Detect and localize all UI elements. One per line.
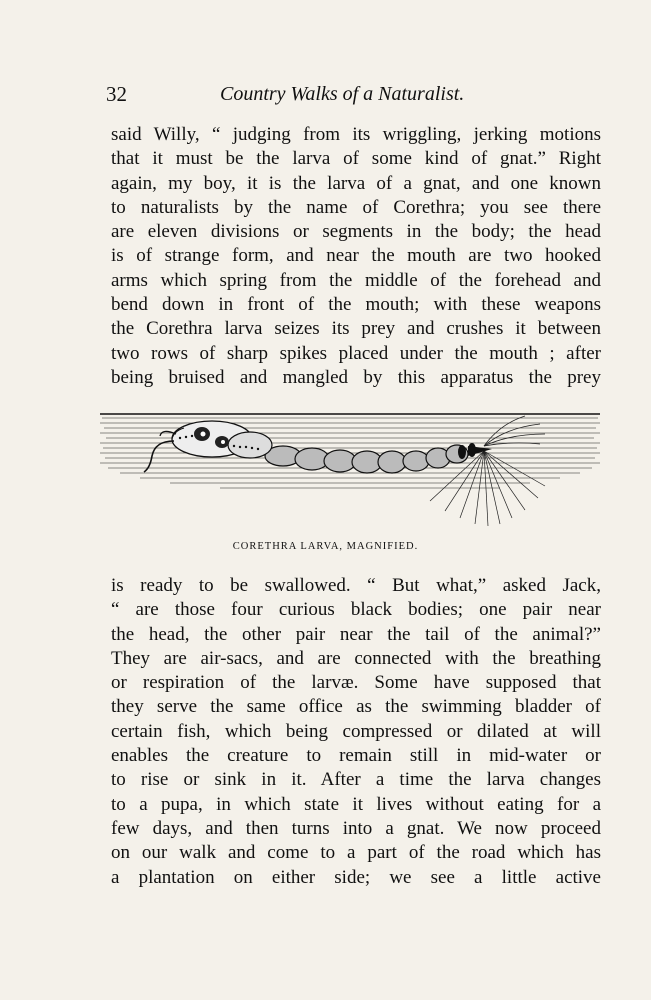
- text-line: two rows of sharp spikes placed under the mouth ; after: [111, 342, 601, 364]
- corethra-larva-engraving: [100, 406, 600, 534]
- figure-caption: CORETHRA LARVA, MAGNIFIED.: [232, 541, 419, 552]
- text-line: They are air-sacs, and are connected with the breathing: [111, 647, 601, 669]
- text-line: bend down in front of the mouth; with these weapons: [111, 294, 601, 316]
- text-block-lower: [111, 574, 601, 890]
- text-line: the head, the other pair near the tail of the animal?”: [111, 623, 601, 645]
- text-line: few days, and then turns into a gnat. We now proceed: [111, 817, 601, 839]
- text-line: “ are those four curious black bodies; one pair near: [111, 599, 601, 621]
- text-line: the Corethra larva seizes its prey and crushes it between: [111, 318, 601, 340]
- text-line: again, my boy, it is the larva of a gnat, and one known: [111, 172, 601, 194]
- text-line: being bruised and mangled by this apparatus the prey: [111, 366, 601, 388]
- text-line: that it must be the larva of some kind of gnat.” Right: [111, 148, 601, 170]
- text-line: or respiration of the larvæ. Some have supposed that: [111, 672, 601, 694]
- text-line: are eleven divisions or segments in the body; the head: [111, 221, 601, 243]
- text-block-upper: [111, 123, 601, 390]
- page-header: [106, 80, 498, 110]
- text-line: enables the creature to remain still in mid-water or: [111, 745, 601, 767]
- text-line: arms which spring from the middle of the forehead and: [111, 269, 601, 291]
- text-line: to rise or sink in it. After a time the larva changes: [111, 769, 601, 791]
- text-line: is of strange form, and near the mouth are two hooked: [111, 245, 601, 267]
- text-line: to naturalists by the name of Corethra; you see there: [111, 196, 601, 218]
- page-number: 32: [106, 82, 127, 106]
- text-line: certain fish, which being compressed or dilated at will: [111, 720, 601, 742]
- text-line: on our walk and come to a part of the road which has: [111, 842, 601, 864]
- text-line: is ready to be swallowed. “ But what,” asked Jack,: [111, 575, 601, 596]
- text-line: said Willy, “ judging from its wriggling, jerking motions: [111, 124, 601, 145]
- text-line: to a pupa, in which state it lives without eating for a: [111, 793, 601, 815]
- text-line: a plantation on either side; we see a little active: [111, 866, 601, 888]
- running-title: Country Walks of a Naturalist.: [220, 83, 465, 105]
- larva-illustration: [100, 406, 600, 534]
- text-line: they serve the same office as the swimming bladder of: [111, 696, 601, 718]
